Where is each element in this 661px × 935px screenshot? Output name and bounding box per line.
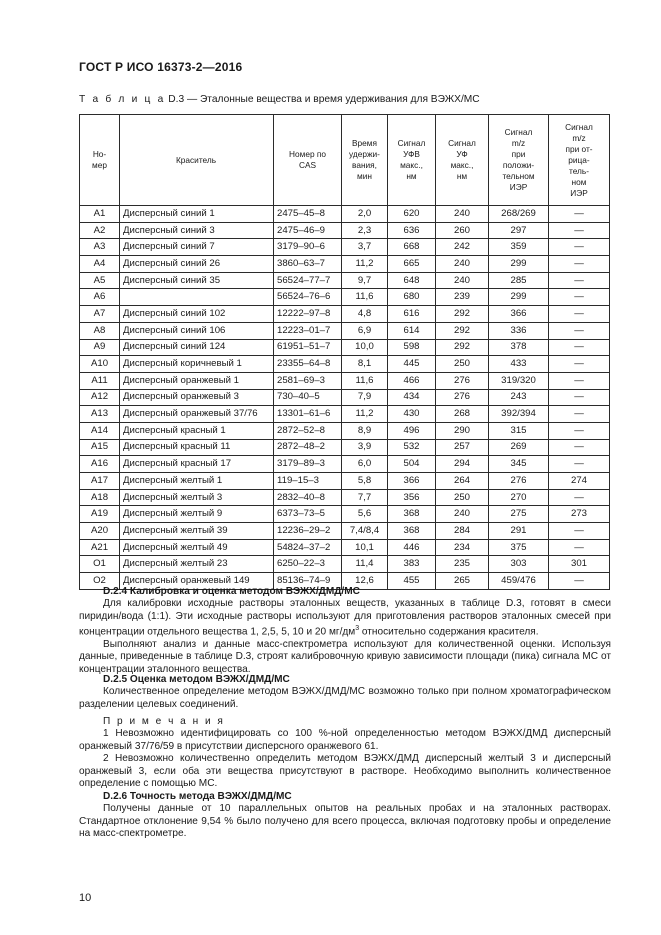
table-cell: 269 bbox=[489, 439, 549, 456]
table-row bbox=[80, 339, 610, 356]
table-cell: 9,7 bbox=[342, 272, 388, 289]
table-cell: A9 bbox=[80, 339, 120, 356]
table-cell: A12 bbox=[80, 389, 120, 406]
table-cell: 598 bbox=[388, 339, 436, 356]
table-cell: Дисперсный красный 17 bbox=[120, 456, 274, 473]
table-cell: — bbox=[549, 489, 610, 506]
table-cell: 446 bbox=[388, 539, 436, 556]
table-row bbox=[80, 456, 610, 473]
table-row bbox=[80, 239, 610, 256]
table-caption-prefix: Т а б л и ц а bbox=[79, 94, 166, 105]
table-cell: 3179–89–3 bbox=[274, 456, 342, 473]
table-cell: A16 bbox=[80, 456, 120, 473]
table-cell: 292 bbox=[436, 322, 489, 339]
table-cell: 5,8 bbox=[342, 473, 388, 490]
table-row bbox=[80, 389, 610, 406]
table-header-row bbox=[80, 115, 610, 206]
table-cell: Дисперсный синий 7 bbox=[120, 239, 274, 256]
notes-title: П р и м е ч а н и я bbox=[103, 716, 225, 727]
table-cell: 4,8 bbox=[342, 306, 388, 323]
table-row bbox=[80, 473, 610, 490]
table-cell: 532 bbox=[388, 439, 436, 456]
table-cell: Дисперсный желтый 49 bbox=[120, 539, 274, 556]
table-cell: — bbox=[549, 239, 610, 256]
table-cell: Дисперсный коричневый 1 bbox=[120, 356, 274, 373]
table-cell: 668 bbox=[388, 239, 436, 256]
column-header: Сигнал УФ макс., нм bbox=[436, 115, 489, 206]
section-d26-paragraph-1: Получены данные от 10 параллельных опытов на реальных пробах и на эталонных растворах. Стандартное отклонение 9,54 % было получено для всего процесса, включая подготовку пробы и определение на масс-спектрометре. bbox=[79, 803, 611, 840]
table-cell: — bbox=[549, 573, 610, 590]
table-cell: 3179–90–6 bbox=[274, 239, 342, 256]
table-row bbox=[80, 356, 610, 373]
table-cell: Дисперсный оранжевый 37/76 bbox=[120, 406, 274, 423]
table-cell: Дисперсный желтый 3 bbox=[120, 489, 274, 506]
note-2: 2 Невозможно количественно определить методом ВЭЖХ/ДМД дисперсный желтый 3 и дисперсный оранжевый 3, если оба эти вещества присутствуют в растворе. Необходимо выполнить количественное определение с помощью МС. bbox=[79, 753, 611, 790]
section-d24-paragraph-1: Для калибровки исходные растворы эталонных веществ, указанных в таблице D.3, готовят в смеси пиридин/вода (1:1). Эти исходные растворы используют для приготовления растворов эталонных смесей при концентрации отдельного вещества 1, 2,5, 5, 10 и 20 $мг/дм^3$ относительно содержания красителя. bbox=[79, 598, 611, 638]
column-header: Краситель bbox=[120, 115, 274, 206]
column-header: Сигнал m/z при положи- тельном ИЭР bbox=[489, 115, 549, 206]
table-row bbox=[80, 406, 610, 423]
table-cell: 299 bbox=[489, 256, 549, 273]
table-cell: — bbox=[549, 523, 610, 540]
table-row bbox=[80, 439, 610, 456]
table-cell: Дисперсный желтый 39 bbox=[120, 523, 274, 540]
table-cell: — bbox=[549, 256, 610, 273]
table-cell: — bbox=[549, 539, 610, 556]
table-cell: 11,6 bbox=[342, 372, 388, 389]
table-row bbox=[80, 306, 610, 323]
table-cell: — bbox=[549, 456, 610, 473]
table-cell: 11,6 bbox=[342, 289, 388, 306]
table-cell: 13301–61–6 bbox=[274, 406, 342, 423]
table-cell: 620 bbox=[388, 206, 436, 223]
table-cell: 242 bbox=[436, 239, 489, 256]
table-cell: 2581–69–3 bbox=[274, 372, 342, 389]
table-cell: 7,4/8,4 bbox=[342, 523, 388, 540]
table-cell: 56524–77–7 bbox=[274, 272, 342, 289]
table-body bbox=[80, 206, 610, 590]
table-cell: 274 bbox=[549, 473, 610, 490]
table-cell: A21 bbox=[80, 539, 120, 556]
table-cell: 319/320 bbox=[489, 372, 549, 389]
table-cell: 2872–48–2 bbox=[274, 439, 342, 456]
table-cell: 10,0 bbox=[342, 339, 388, 356]
table-cell: 459/476 bbox=[489, 573, 549, 590]
table-cell: 301 bbox=[549, 556, 610, 573]
table-cell: 276 bbox=[436, 389, 489, 406]
table-cell: 455 bbox=[388, 573, 436, 590]
table-cell: 23355–64–8 bbox=[274, 356, 342, 373]
table-cell bbox=[120, 289, 274, 306]
table-cell: 648 bbox=[388, 272, 436, 289]
table-cell: 430 bbox=[388, 406, 436, 423]
table-row bbox=[80, 506, 610, 523]
table-cell: A8 bbox=[80, 322, 120, 339]
table-cell: 315 bbox=[489, 422, 549, 439]
table-cell: Дисперсный желтый 23 bbox=[120, 556, 274, 573]
table-cell: — bbox=[549, 339, 610, 356]
table-cell: 6,9 bbox=[342, 322, 388, 339]
table-cell: 2475–45–8 bbox=[274, 206, 342, 223]
table-cell: — bbox=[549, 289, 610, 306]
table-cell: 11,2 bbox=[342, 256, 388, 273]
table-row bbox=[80, 523, 610, 540]
table-cell: 250 bbox=[436, 489, 489, 506]
table-cell: 12236–29–2 bbox=[274, 523, 342, 540]
note-1: 1 Невозможно идентифицировать со 100 %-ной определенностью методом ВЭЖХ/ДМД дисперсный оранжевый 37/76/59 в присутствии дисперсного оранжевого 61. bbox=[79, 728, 611, 752]
table-cell: A20 bbox=[80, 523, 120, 540]
table-cell: 292 bbox=[436, 339, 489, 356]
table-cell: — bbox=[549, 406, 610, 423]
table-cell: Дисперсный красный 1 bbox=[120, 422, 274, 439]
table-cell: Дисперсный синий 35 bbox=[120, 272, 274, 289]
table-cell: A3 bbox=[80, 239, 120, 256]
table-cell: 504 bbox=[388, 456, 436, 473]
table-cell: A6 bbox=[80, 289, 120, 306]
table-row bbox=[80, 489, 610, 506]
column-header: Но- мер bbox=[80, 115, 120, 206]
table-cell: 294 bbox=[436, 456, 489, 473]
table-cell: — bbox=[549, 306, 610, 323]
table-cell: 7,7 bbox=[342, 489, 388, 506]
section-d25-title: D.2.5 Оценка методом ВЭЖХ/ДМД/МС bbox=[103, 674, 290, 685]
table-cell: A18 bbox=[80, 489, 120, 506]
table-cell: — bbox=[549, 272, 610, 289]
table-cell: 614 bbox=[388, 322, 436, 339]
table-cell: Дисперсный красный 11 bbox=[120, 439, 274, 456]
table-cell: A19 bbox=[80, 506, 120, 523]
table-cell: Дисперсный синий 1 bbox=[120, 206, 274, 223]
table-cell: 11,2 bbox=[342, 406, 388, 423]
table-row bbox=[80, 422, 610, 439]
table-cell: 6,0 bbox=[342, 456, 388, 473]
table-cell: 375 bbox=[489, 539, 549, 556]
table-cell: 8,9 bbox=[342, 422, 388, 439]
table-cell: A7 bbox=[80, 306, 120, 323]
table-cell: 7,9 bbox=[342, 389, 388, 406]
table-cell: Дисперсный желтый 9 bbox=[120, 506, 274, 523]
table-row bbox=[80, 556, 610, 573]
table-cell: 5,6 bbox=[342, 506, 388, 523]
table-cell: 359 bbox=[489, 239, 549, 256]
table-cell: A5 bbox=[80, 272, 120, 289]
table-cell: 433 bbox=[489, 356, 549, 373]
table-cell: 392/394 bbox=[489, 406, 549, 423]
table-caption bbox=[79, 94, 480, 105]
column-header: Сигнал m/z при от- рица- тель- ном ИЭР bbox=[549, 115, 610, 206]
column-header: Номер по CAS bbox=[274, 115, 342, 206]
section-d26-title: D.2.6 Точность метода ВЭЖХ/ДМД/МС bbox=[103, 791, 292, 802]
table-cell: 303 bbox=[489, 556, 549, 573]
table-caption-text: D.3 — Эталонные вещества и время удерживания для ВЭЖХ/МС bbox=[165, 94, 480, 105]
table-cell: 445 bbox=[388, 356, 436, 373]
table-cell: A4 bbox=[80, 256, 120, 273]
table-cell: 434 bbox=[388, 389, 436, 406]
table-cell: 616 bbox=[388, 306, 436, 323]
column-header: Время удержи- вания, мин bbox=[342, 115, 388, 206]
table-cell: — bbox=[549, 206, 610, 223]
table-cell: — bbox=[549, 422, 610, 439]
table-cell: Дисперсный синий 102 bbox=[120, 306, 274, 323]
table-cell: 2832–40–8 bbox=[274, 489, 342, 506]
reference-substances-table bbox=[79, 114, 610, 590]
table-cell: 240 bbox=[436, 506, 489, 523]
table-cell: 239 bbox=[436, 289, 489, 306]
table-cell: 2872–52–8 bbox=[274, 422, 342, 439]
table-cell: 636 bbox=[388, 222, 436, 239]
table-cell: — bbox=[549, 356, 610, 373]
table-cell: 268 bbox=[436, 406, 489, 423]
table-row bbox=[80, 322, 610, 339]
table-cell: 336 bbox=[489, 322, 549, 339]
table-cell: 257 bbox=[436, 439, 489, 456]
table-cell: A2 bbox=[80, 222, 120, 239]
table-cell: 61951–51–7 bbox=[274, 339, 342, 356]
table-row bbox=[80, 539, 610, 556]
table-cell: 11,4 bbox=[342, 556, 388, 573]
table-cell: 366 bbox=[489, 306, 549, 323]
table-cell: 368 bbox=[388, 523, 436, 540]
table-cell: 366 bbox=[388, 473, 436, 490]
table-cell: 3,7 bbox=[342, 239, 388, 256]
table-cell: 496 bbox=[388, 422, 436, 439]
table-cell: 680 bbox=[388, 289, 436, 306]
table-cell: A17 bbox=[80, 473, 120, 490]
table-cell: 240 bbox=[436, 272, 489, 289]
table-cell: 10,1 bbox=[342, 539, 388, 556]
table-cell: 6373–73–5 bbox=[274, 506, 342, 523]
table-cell: A14 bbox=[80, 422, 120, 439]
notes-block bbox=[79, 716, 611, 790]
table-cell: 290 bbox=[436, 422, 489, 439]
table-cell: Дисперсный синий 106 bbox=[120, 322, 274, 339]
section-d24-title: D.2.4 Калибровка и оценка методом ВЭЖХ/ДМД/МС bbox=[103, 586, 360, 597]
table-cell: 273 bbox=[549, 506, 610, 523]
table-cell: — bbox=[549, 372, 610, 389]
table-row bbox=[80, 206, 610, 223]
table-cell: 730–40–5 bbox=[274, 389, 342, 406]
table-cell: 285 bbox=[489, 272, 549, 289]
table-cell: 12,6 bbox=[342, 573, 388, 590]
table-cell: 368 bbox=[388, 506, 436, 523]
table-row bbox=[80, 272, 610, 289]
table-cell: 6250–22–3 bbox=[274, 556, 342, 573]
table-cell: 260 bbox=[436, 222, 489, 239]
table-cell: O1 bbox=[80, 556, 120, 573]
section-d25 bbox=[79, 674, 611, 711]
table-cell: Дисперсный синий 124 bbox=[120, 339, 274, 356]
table-cell: 292 bbox=[436, 306, 489, 323]
table-cell: 240 bbox=[436, 206, 489, 223]
table-cell: 265 bbox=[436, 573, 489, 590]
table-cell: 243 bbox=[489, 389, 549, 406]
table-cell: Дисперсный оранжевый 149 bbox=[120, 573, 274, 590]
table-cell: 2,0 bbox=[342, 206, 388, 223]
table-cell: 383 bbox=[388, 556, 436, 573]
table-cell: — bbox=[549, 222, 610, 239]
section-d25-paragraph-1: Количественное определение методом ВЭЖХ/ДМД/МС возможно только при полном хроматографическом разделении целевых соединений. bbox=[79, 686, 611, 710]
table-cell: Дисперсный оранжевый 3 bbox=[120, 389, 274, 406]
table-cell: A15 bbox=[80, 439, 120, 456]
table-cell: 54824–37–2 bbox=[274, 539, 342, 556]
table-cell: 466 bbox=[388, 372, 436, 389]
table-cell: 234 bbox=[436, 539, 489, 556]
table-row bbox=[80, 372, 610, 389]
table-cell: 3860–63–7 bbox=[274, 256, 342, 273]
table-cell: 3,9 bbox=[342, 439, 388, 456]
table-row bbox=[80, 222, 610, 239]
table-cell: 12223–01–7 bbox=[274, 322, 342, 339]
table-cell: A10 bbox=[80, 356, 120, 373]
table-cell: 297 bbox=[489, 222, 549, 239]
column-header: Сигнал УФВ макс., нм bbox=[388, 115, 436, 206]
table-cell: 119–15–3 bbox=[274, 473, 342, 490]
table-row bbox=[80, 256, 610, 273]
table-cell: 276 bbox=[436, 372, 489, 389]
table-cell: — bbox=[549, 439, 610, 456]
table-cell: 250 bbox=[436, 356, 489, 373]
table-cell: 2,3 bbox=[342, 222, 388, 239]
table-cell: Дисперсный оранжевый 1 bbox=[120, 372, 274, 389]
table-cell: 85136–74–9 bbox=[274, 573, 342, 590]
table-cell: — bbox=[549, 322, 610, 339]
table-cell: 284 bbox=[436, 523, 489, 540]
table-cell: — bbox=[549, 389, 610, 406]
table-cell: 8,1 bbox=[342, 356, 388, 373]
section-d26 bbox=[79, 791, 611, 841]
table-cell: A1 bbox=[80, 206, 120, 223]
table-cell: 240 bbox=[436, 256, 489, 273]
table-cell: 12222–97–8 bbox=[274, 306, 342, 323]
table-cell: 378 bbox=[489, 339, 549, 356]
table-cell: A11 bbox=[80, 372, 120, 389]
table-cell: Дисперсный синий 3 bbox=[120, 222, 274, 239]
table-cell: 56524–76–6 bbox=[274, 289, 342, 306]
table-cell: 291 bbox=[489, 523, 549, 540]
table-cell: 268/269 bbox=[489, 206, 549, 223]
table-cell: 345 bbox=[489, 456, 549, 473]
table-row bbox=[80, 289, 610, 306]
section-d24 bbox=[79, 586, 611, 676]
table-cell: A13 bbox=[80, 406, 120, 423]
table-cell: 270 bbox=[489, 489, 549, 506]
page-number: 10 bbox=[79, 892, 92, 904]
table-cell: 235 bbox=[436, 556, 489, 573]
table-cell: O2 bbox=[80, 573, 120, 590]
table-cell: 299 bbox=[489, 289, 549, 306]
table-cell: 275 bbox=[489, 506, 549, 523]
table-cell: 276 bbox=[489, 473, 549, 490]
table-cell: 356 bbox=[388, 489, 436, 506]
document-header: ГОСТ Р ИСО 16373-2—2016 bbox=[79, 60, 243, 74]
table-cell: 264 bbox=[436, 473, 489, 490]
table-cell: 665 bbox=[388, 256, 436, 273]
section-d24-paragraph-2: Выполняют анализ и данные масс-спектрометра используют для количественной оценки. Используя данные, приведенные в таблице D.3, строят калибровочную кривую зависимости площади (пика) сигнала МС от концентрации эталонного вещества. bbox=[79, 638, 611, 675]
table-cell: Дисперсный желтый 1 bbox=[120, 473, 274, 490]
table-cell: 2475–46–9 bbox=[274, 222, 342, 239]
table-cell: Дисперсный синий 26 bbox=[120, 256, 274, 273]
